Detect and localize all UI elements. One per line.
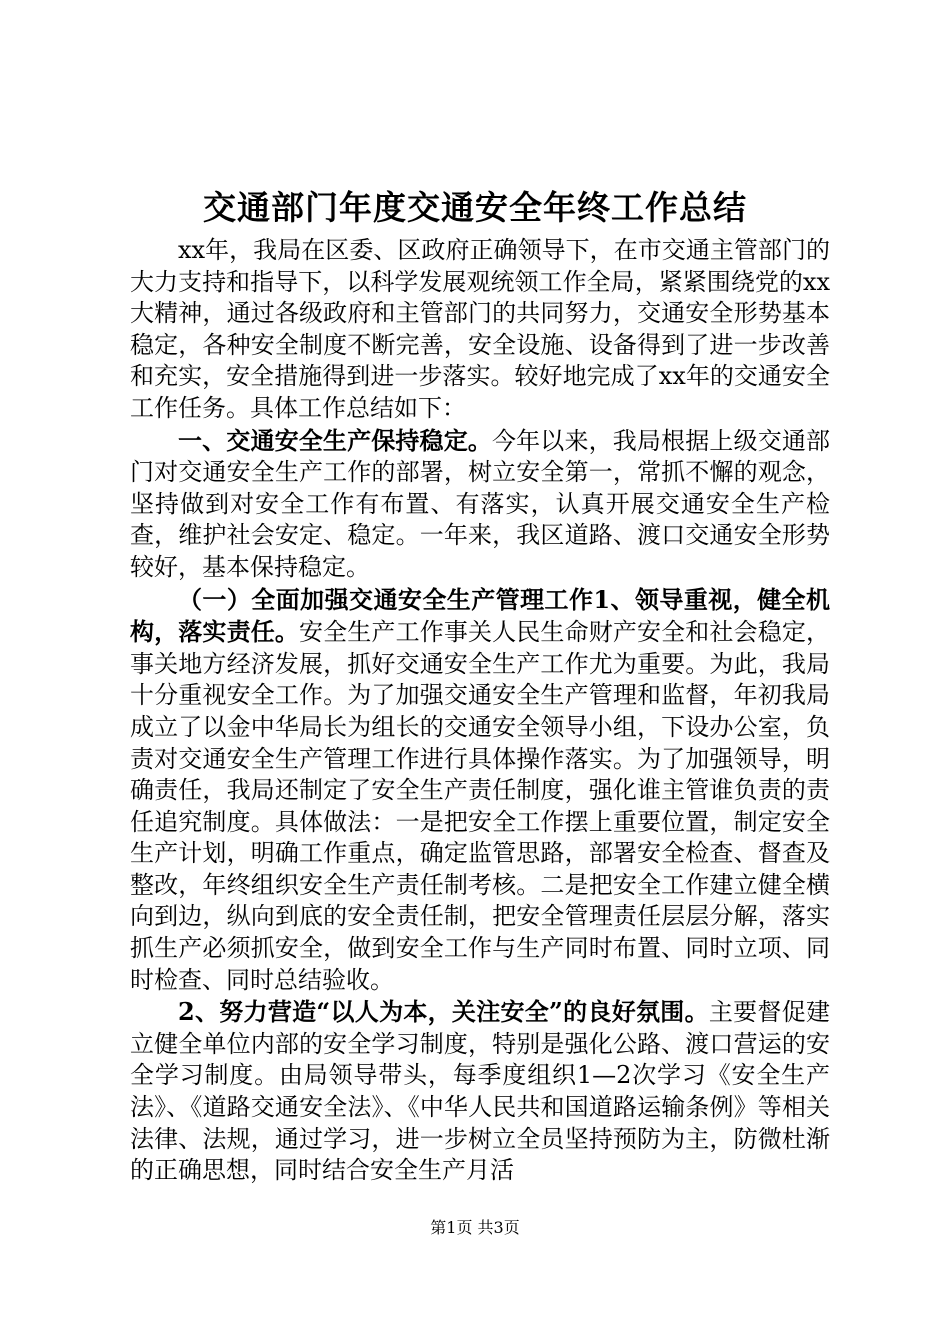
page-number-footer: 第1页 共3页 xyxy=(430,1218,520,1237)
paragraph-section-1 xyxy=(130,425,830,584)
document-title: 交通部门年度交通安全年终工作总结 xyxy=(203,188,747,227)
paragraph-text: 安全生产工作事关人民生命财产安全和社会稳定，事关地方经济发展，抓好交通安全生产工作尤为重要。为此，我局十分重视安全工作。为了加强交通安全生产管理和监督，年初我局成立了以金中华局长为组长的交通安全领导小组，下设办公室，负责对交通安全生产管理工作进行具体操作落实。为了加强领导，明确责任，我局还制定了安全生产责任制度，强化谁主管谁负责的责任追究制度。具体做法：一是把安全工作摆上重要位置，制定安全生产计划，明确工作重点，确定监管思路，部署安全检查、督查及整改，年终组织安全生产责任制考核。二是把安全工作建立健全横向到边，纵向到底的安全责任制，把安全管理责任层层分解，落实抓生产必须抓安全，做到安全工作与生产同时布置、同时立项、同时检查、同时总结验收。 xyxy=(130,618,830,994)
paragraph-lead: 2、努力营造“以人为本，关注安全”的良好氛围。 xyxy=(178,997,709,1027)
paragraph-text: 今年以来，我局根据上级交通部门对交通安全生产工作的部署，树立安全第一，常抓不懈的观念，坚持做到对安全工作有布置、有落实，认真开展交通安全生产检查，维护社会安定、稳定。一年来，我区道路、渡口交通安全形势较好，基本保持稳定。 xyxy=(130,426,830,581)
paragraph-lead: （一）全面加强交通安全生产管理工作1、领导重视，健全机构，落实责任。 xyxy=(130,584,830,647)
paragraph-subsection-1 xyxy=(130,584,830,997)
paragraph-text: 主要督促建立健全单位内部的安全学习制度，特别是强化公路、渡口营运的安全学习制度。由局领导带头，每季度组织1—2次学习《安全生产法》、《道路交通安全法》、《中华人民共和国道路运输条例》等相关法律、法规，通过学习，进一步树立全员坚持预防为主，防微杜渐的正确思想，同时结合安全生产月活 xyxy=(130,998,830,1185)
paragraph-lead: 一、交通安全生产保持稳定。 xyxy=(178,425,492,455)
paragraph-intro xyxy=(130,234,830,425)
document-body xyxy=(130,234,830,1187)
paragraph-text: xx年，我局在区委、区政府正确领导下，在市交通主管部门的大力支持和指导下，以科学发展观统领工作全局，紧紧围绕党的xx大精神，通过各级政府和主管部门的共同努力，交通安全形势基本稳定，各种安全制度不断完善，安全设施、设备得到了进一步改善和充实，安全措施得到进一步落实。较好地完成了xx年的交通安全工作任务。具体工作总结如下： xyxy=(130,236,830,422)
paragraph-item-2 xyxy=(130,996,830,1187)
